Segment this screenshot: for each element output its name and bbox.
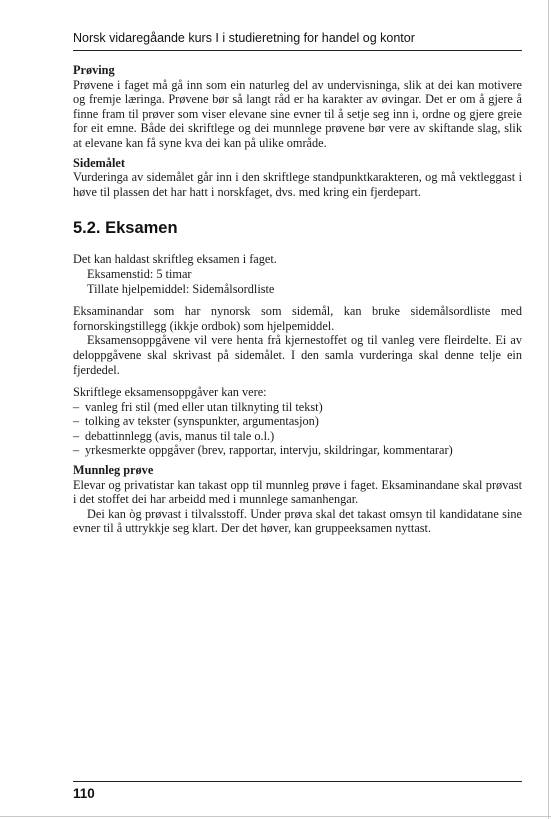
exam-paragraph-1: Eksaminandar som har nynorsk som sidemål, kan bruke sidemålsordliste med fornorskingstillegg (ikkje ordbok) som hjelpemiddel. (73, 304, 522, 333)
running-header: Norsk vidaregåande kurs I i studieretning for handel og kontor (73, 31, 415, 45)
exam-intro: Det kan haldast skriftleg eksamen i faget. (73, 252, 277, 267)
munnleg-paragraph-1: Elevar og privatistar kan takast opp til munnleg prøve i faget. Eksaminandane skal prøvast i det stoffet dei har arbeidd med i munnlege samanhengar. (73, 477, 522, 507)
page-body (73, 63, 522, 536)
page-edge-bottom (0, 816, 551, 817)
munnleg-paragraph-2: Dei kan òg prøvast i tilvalsstoff. Under prøva skal det takast omsyn til kandidatane sine evner til å uttrykkje seg klart. Der det høver, kan gruppeeksamen nyttast. (73, 506, 522, 536)
sidemalet-heading: Sidemålet (73, 155, 125, 170)
page-edge-right (548, 0, 549, 819)
proving-paragraph: Prøvene i faget må gå inn som ein naturleg del av undervisninga, slik at dei kan motivere og fremje læringa. Prøvene bør så langt råd er ha karakter av øvingar. Det er om å gjere å finne fram til prøver som viser elevane sine evner til å setje seg inn i, ordne og gjere greie for eit emne. Både dei skriftlege og dei munnlege prøvene bør vere av skiftande slag, slik at elevane kan få syne kva dei kan på ulike område. (73, 77, 522, 150)
exam-aids: Tillate hjelpemiddel: Sidemålsordliste (87, 281, 275, 296)
exam-paragraph-2: Eksamensoppgåvene vil vere henta frå kjernestoffet og til vanleg vere fleirdelte. Ei av deloppgåvene skal skrivast på sidemålet. I den samla vurderinga skal denne telje ein fjerdedel. (73, 333, 522, 377)
footer-rule (73, 781, 522, 782)
page-number: 110 (73, 786, 95, 801)
header-rule (73, 50, 522, 51)
exam-task-list (73, 400, 522, 458)
list-item: – yrkesmerkte oppgåver (brev, rapportar, intervju, skildringar, kommentarar) (73, 443, 522, 458)
list-item: – tolking av tekster (synspunkter, argumentasjon) (73, 414, 522, 429)
section-heading: 5.2. Eksamen (73, 219, 178, 238)
exam-time: Eksamenstid: 5 timar (87, 266, 192, 281)
exam-list-intro: Skriftlege eksamensoppgåver kan vere: (73, 385, 267, 400)
list-item: – debattinnlegg (avis, manus til tale o.l.) (73, 429, 522, 444)
proving-heading: Prøving (73, 63, 115, 77)
munnleg-heading: Munnleg prøve (73, 463, 154, 478)
sidemalet-paragraph: Vurderinga av sidemålet går inn i den skriftlege standpunktkarakteren, og må vektleggast i høve til plassen det har hatt i norskfaget, dvs. med kring ein fjerdepart. (73, 170, 522, 199)
list-item: – vanleg fri stil (med eller utan tilknyting til tekst) (73, 400, 522, 415)
